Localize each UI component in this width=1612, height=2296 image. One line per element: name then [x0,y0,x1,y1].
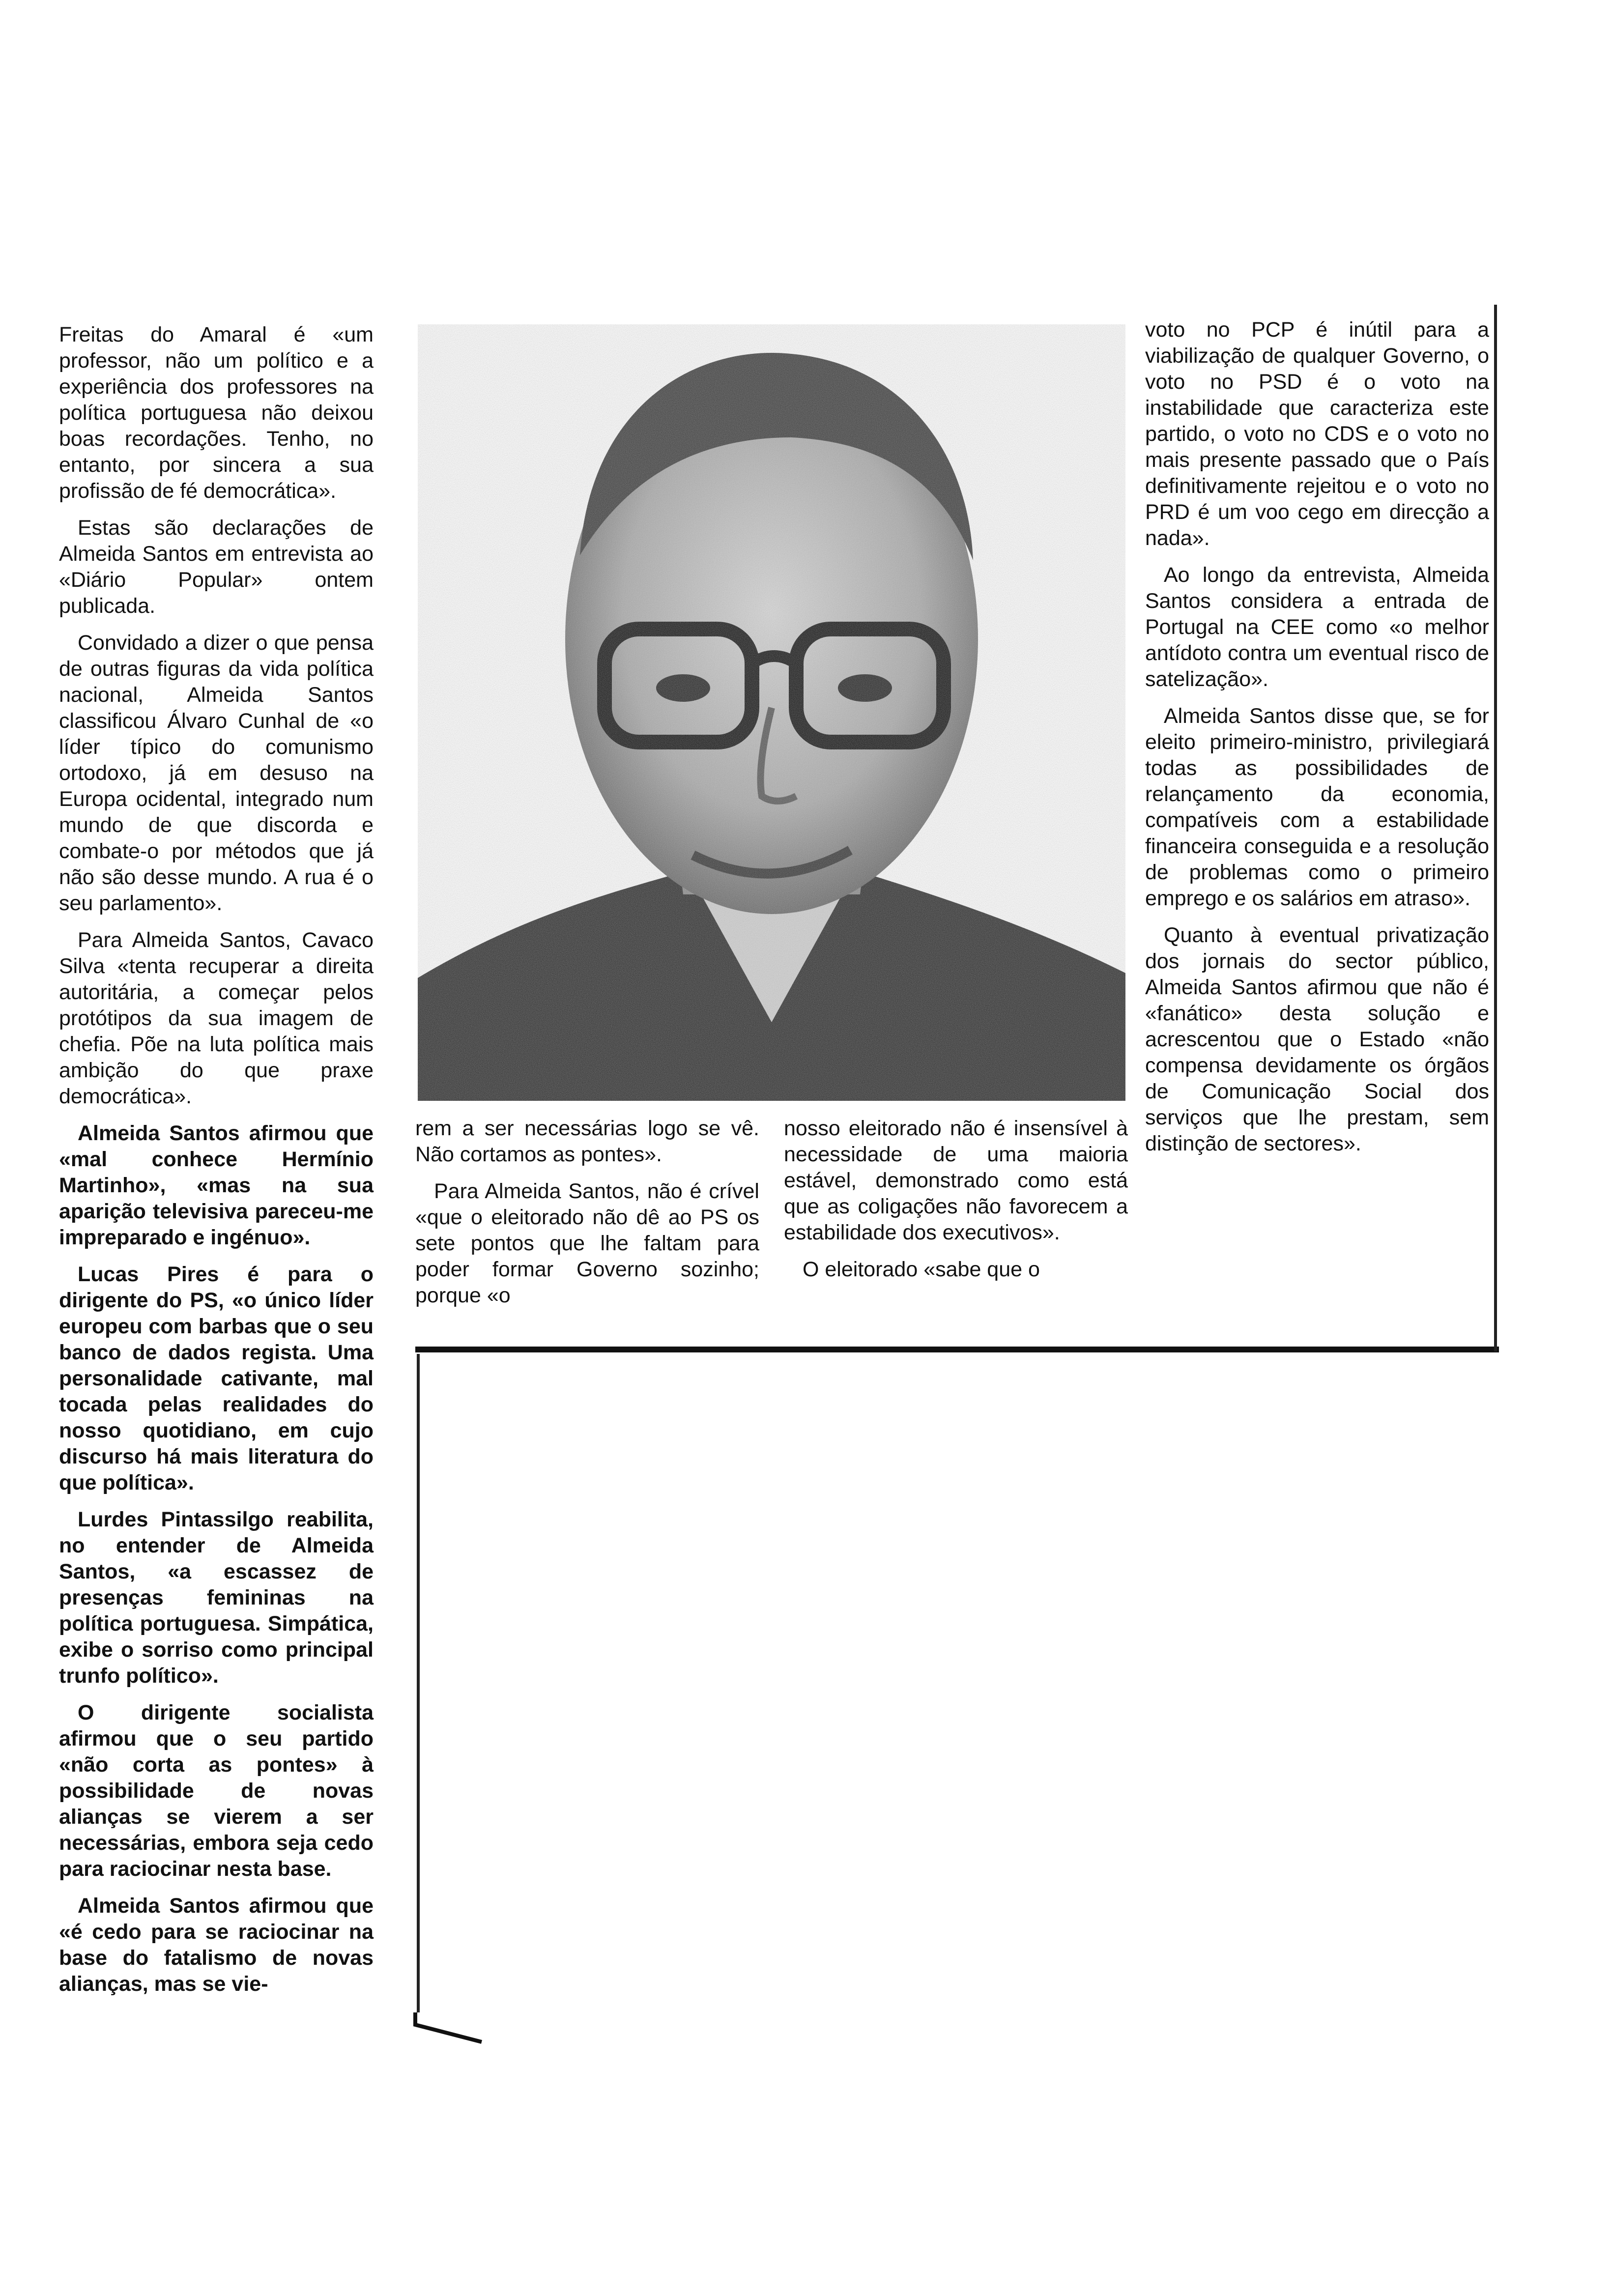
paragraph: rem a ser necessárias logo se vê. Não cortamos as pontes». [415,1117,759,1166]
corner-mark [410,2010,484,2044]
paragraph: nosso eleitorado não é insensível à necessidade de uma maioria estável, demonstrado como está que as coligações não favorecem a estabilidade dos executivos». [784,1117,1128,1244]
paragraph: O dirigente socialista afirmou que o seu partido «não corta as pontes» à possibilidade de novas alianças se vierem a ser necessárias, embora seja cedo para raciocinar nesta base. [59,1701,374,1881]
article-column-1 [59,322,374,2008]
article-column-4 [1145,317,1489,1168]
paragraph: Freitas do Amaral é «um professor, não um político e a experiência dos professores na política portuguesa não deixou boas recordações. Tenho, no entanto, por sincera a sua profissão de fé democrática». [59,323,374,503]
paragraph: Estas são declarações de Almeida Santos em entrevista ao «Diário Popular» ontem publicada. [59,516,374,618]
paragraph: Convidado a dizer o que pensa de outras figuras da vida política nacional, Almeida Santos classificou Álvaro Cunhal de «o líder típico do comunismo ortodoxo, já em desuso na Europa ocidental, integrado num mundo de que discorda e combate-o por métodos que já não são desse mundo. A rua é o seu parlamento». [59,631,374,915]
paragraph: Para Almeida Santos, Cavaco Silva «tenta recuperar a direita autoritária, a começar pelos protótipos da sua imagem de chefia. Põe na luta política mais ambição do que praxe democrática». [59,928,374,1108]
paragraph: Lurdes Pintassilgo reabilita, no entender de Almeida Santos, «a escassez de presenças femininas na política portuguesa. Simpática, exibe o sorriso como principal trunfo político». [59,1508,374,1688]
vertical-divider-left [417,1354,420,2012]
paragraph: Quanto à eventual privatização dos jornais do sector público, Almeida Santos afirmou que não é «fanático» desta solução e acrescentou que o Estado «não compensa devidamente os órgãos de Comunicação Social dos serviços que lhe prestam, sem distinção de sectores». [1145,923,1489,1155]
paragraph: Ao longo da entrevista, Almeida Santos considera a entrada de Portugal na CEE como «o melhor antídoto contra um eventual risco de satelização». [1145,563,1489,691]
paragraph: Almeida Santos afirmou que «é cedo para se raciocinar na base do fatalismo de novas alianças, mas se vie- [59,1894,374,1996]
paragraph: O eleitorado «sabe que o [803,1258,1040,1281]
paragraph: Para Almeida Santos, não é crível «que o eleitorado não dê ao PS os sete pontos que lhe faltam para poder formar Governo sozinho; porque «o [415,1179,759,1307]
vertical-divider-right [1494,305,1497,1351]
paragraph: voto no PCP é inútil para a viabilização de qualquer Governo, o voto no PSD é o voto na instabilidade que caracteriza este partido, o voto no CDS e o voto no mais presente passado que o País definitivamente rejeitou e o voto no PRD é um voo cego em direcção a nada». [1145,318,1489,550]
paragraph: Lucas Pires é para o dirigente do PS, «o único líder europeu com barbas que o seu banco de dados regista. Uma personalidade cativante, mal tocada pelas realidades do nosso quotidiano, em cujo discurso há mais literatura do que política». [59,1263,374,1494]
article-column-3 [784,1116,1128,1293]
paragraph: Almeida Santos afirmou que «mal conhece Hermínio Martinho», «mas na sua aparição televisiva pareceu-me impreparado e ingénuo». [59,1121,374,1249]
article-column-2 [415,1116,759,1320]
portrait-photo [418,324,1125,1101]
horizontal-divider [415,1347,1499,1352]
paragraph: Almeida Santos disse que, se for eleito primeiro-ministro, privilegiará todas as possibilidades de relançamento da economia, compatíveis com a estabilidade financeira conseguida e a resolução de problemas como o primeiro emprego e os salários em atraso». [1145,704,1489,910]
